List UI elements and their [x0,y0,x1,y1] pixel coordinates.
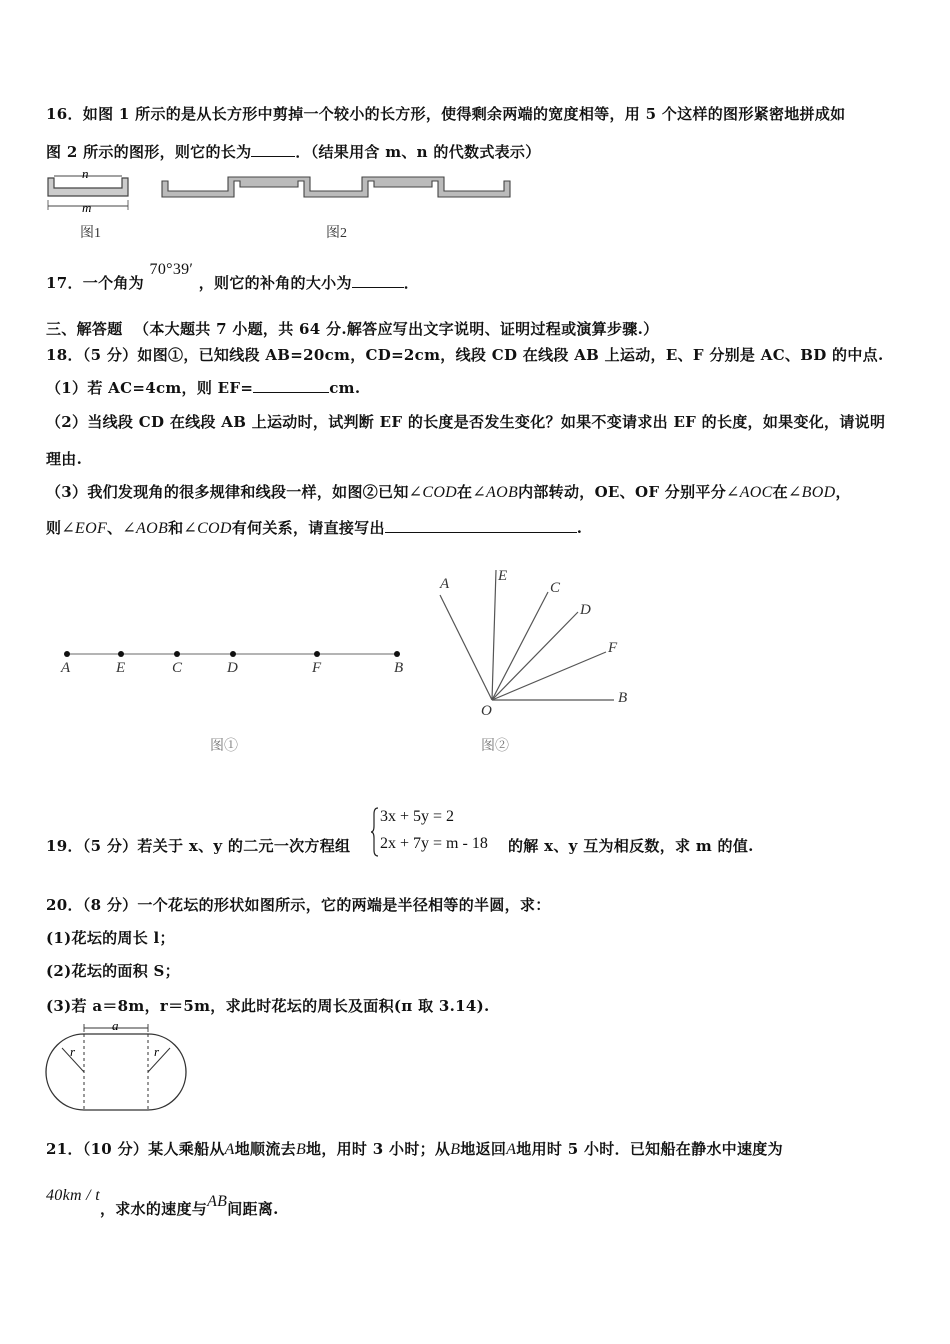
q18-part2-line2: 理由. [46,450,83,468]
q16-line2-text: 图 2 所示的图形，则它的长为 [46,143,252,161]
label-f: F [312,660,322,676]
q19 [46,835,350,856]
label-f: F [608,640,618,656]
q18-part3-line2 [46,517,582,538]
q19-prefix: 19．（5 分）若关于 x、y 的二元一次方程组 [46,837,351,855]
q17-answer-blank [352,273,404,288]
label-c: C [550,580,561,596]
q21-A2: A [506,1141,517,1158]
q18-p4-a: 则 [46,519,62,537]
q20-part3: (3)若 a＝8m，r＝5m，求此时花坛的周长及面积(π 取 3.14). [46,997,490,1015]
q18-p4-b: 、 [107,519,123,537]
q17 [46,261,420,293]
q21-l1-a: 21．（10 分）某人乘船从 [46,1140,225,1158]
q18-p4-aob: ∠AOB [122,520,169,537]
point-a [64,651,70,657]
q16-figure-2 [158,175,514,203]
label-b: B [618,690,628,706]
section-3-note: （本大题共 7 小题，共 64 分.解答应写出文字说明、证明过程或演算步骤.） [134,320,659,338]
q16-answer-blank [251,142,295,157]
q18-figure-1 [50,640,420,680]
q21-l1-c: 地，用时 3 小时；从 [306,1140,451,1158]
q21-B2: B [450,1141,461,1158]
label-e: E [116,660,126,676]
q18-part1-blank [253,378,329,393]
q21-B1: B [295,1141,307,1158]
q21-A1: A [224,1141,235,1158]
q17-suffix: ，则它的补角的大小为 [198,274,352,292]
q20-part2: (2)花坛的面积 S； [46,962,180,980]
point-d [230,651,236,657]
q18-p3-aob: ∠AOB [472,484,519,501]
q18-p3-e: ， [835,483,851,501]
q21-AB: AB [207,1193,228,1210]
section-3-title: 三、解答题 [46,320,123,338]
q20-figure [42,1020,188,1116]
label-o: O [481,703,492,719]
q18-p4-cod: ∠COD [183,520,232,537]
label-a: A [440,576,450,592]
q18-p3-a: （3）我们发现角的很多规律和线段一样，如图②已知 [46,483,409,501]
q20-label-r-right: r [154,1044,160,1059]
q18-fig2-caption: 图② [481,739,509,754]
q18-p3-b: 在 [457,483,473,501]
q18-part3-blank [385,518,577,533]
q18-p3-bod: ∠BOD [787,484,836,501]
label-c: C [172,660,183,676]
point-c [174,651,180,657]
point-e [118,651,124,657]
q20-label-a: a [112,1020,119,1033]
q18-part3-line1 [46,481,851,502]
point-f [314,651,320,657]
q16-figure-1 [40,166,140,216]
label-d: D [580,602,591,618]
q17-angle: 70°39′ [149,261,194,278]
q21-l2-b: 间距离. [227,1200,279,1218]
q21-l1-e: 地用时 5 小时．已知船在静水中速度为 [516,1140,783,1158]
q21-l2-a: ，求水的速度与 [99,1200,208,1218]
q21-speed: 40km / t [46,1187,100,1204]
q17-prefix: 17．一个角为 [46,274,144,292]
q16-fig1-label-m: m [82,200,92,215]
q18-part1 [46,377,360,398]
label-e: E [498,568,508,584]
label-d: D [227,660,238,676]
section-3-heading [46,318,658,339]
q18-p3-cod: ∠COD [408,484,458,501]
q18-part2-line1: （2）当线段 CD 在线段 AB 上运动时，试判断 EF 的长度是否发生变化？如果不变请求出 EF 的长度，如果变化，请说明 [46,413,886,431]
q16-line2-end: ．（结果用含 m、n 的代数式表示） [295,143,541,161]
q18-p4-eof: ∠EOF [61,520,108,537]
q16-fig1-label-n: n [82,166,89,181]
q16-line2 [46,141,541,162]
q18-p4-c: 和 [168,519,184,537]
q21-line2 [46,1187,279,1219]
q18-p3-d: 在 [772,483,788,501]
q16-line1: 16．如图 1 所示的是从长方形中剪掉一个较小的长方形，使得剩余两端的宽度相等，用 5 个这样的图形紧密地拼成如 [46,105,846,123]
label-a: A [61,660,71,676]
q18-part1-unit: cm. [329,379,361,397]
q18-p4-d: 有何关系，请直接写出 [231,519,385,537]
q18-p3-aoc: ∠AOC [726,484,773,501]
point-b [394,651,400,657]
q19-eq1: 3x + 5y = 2 [380,808,455,825]
q18-fig1-caption: 图① [210,739,238,754]
q21-line1 [46,1138,783,1159]
left-brace-icon [370,806,380,858]
q20-stem: 20．（8 分）一个花坛的形状如图所示，它的两端是半径相等的半圆，求： [46,896,551,914]
q21-l1-b: 地顺流去 [234,1140,296,1158]
q16-fig2-caption: 图2 [326,226,347,241]
q20-label-r-left: r [70,1044,76,1059]
q18-p3-c: 内部转动，OE、OF 分别平分 [518,483,727,501]
q19-eq2: 2x + 7y = m - 18 [380,835,488,852]
label-b: B [394,660,404,676]
q19-system [370,806,510,858]
q17-end: ． [403,274,420,292]
q18-figure-2 [430,560,640,720]
q18-part1-text: （1）若 AC=4cm，则 EF= [46,379,254,397]
q21-l1-d: 地返回 [460,1140,507,1158]
q18-stem: 18．（5 分）如图①，已知线段 AB=20cm，CD=2cm，线段 CD 在线段 AB 上运动，E、F 分别是 AC、BD 的中点. [46,346,884,364]
q16-fig1-caption: 图1 [80,226,101,241]
q18-p4-end: . [576,519,583,537]
q19-suffix: 的解 x、y 互为相反数，求 m 的值. [508,837,754,855]
q20-part1: (1)花坛的周长 l； [46,929,175,947]
